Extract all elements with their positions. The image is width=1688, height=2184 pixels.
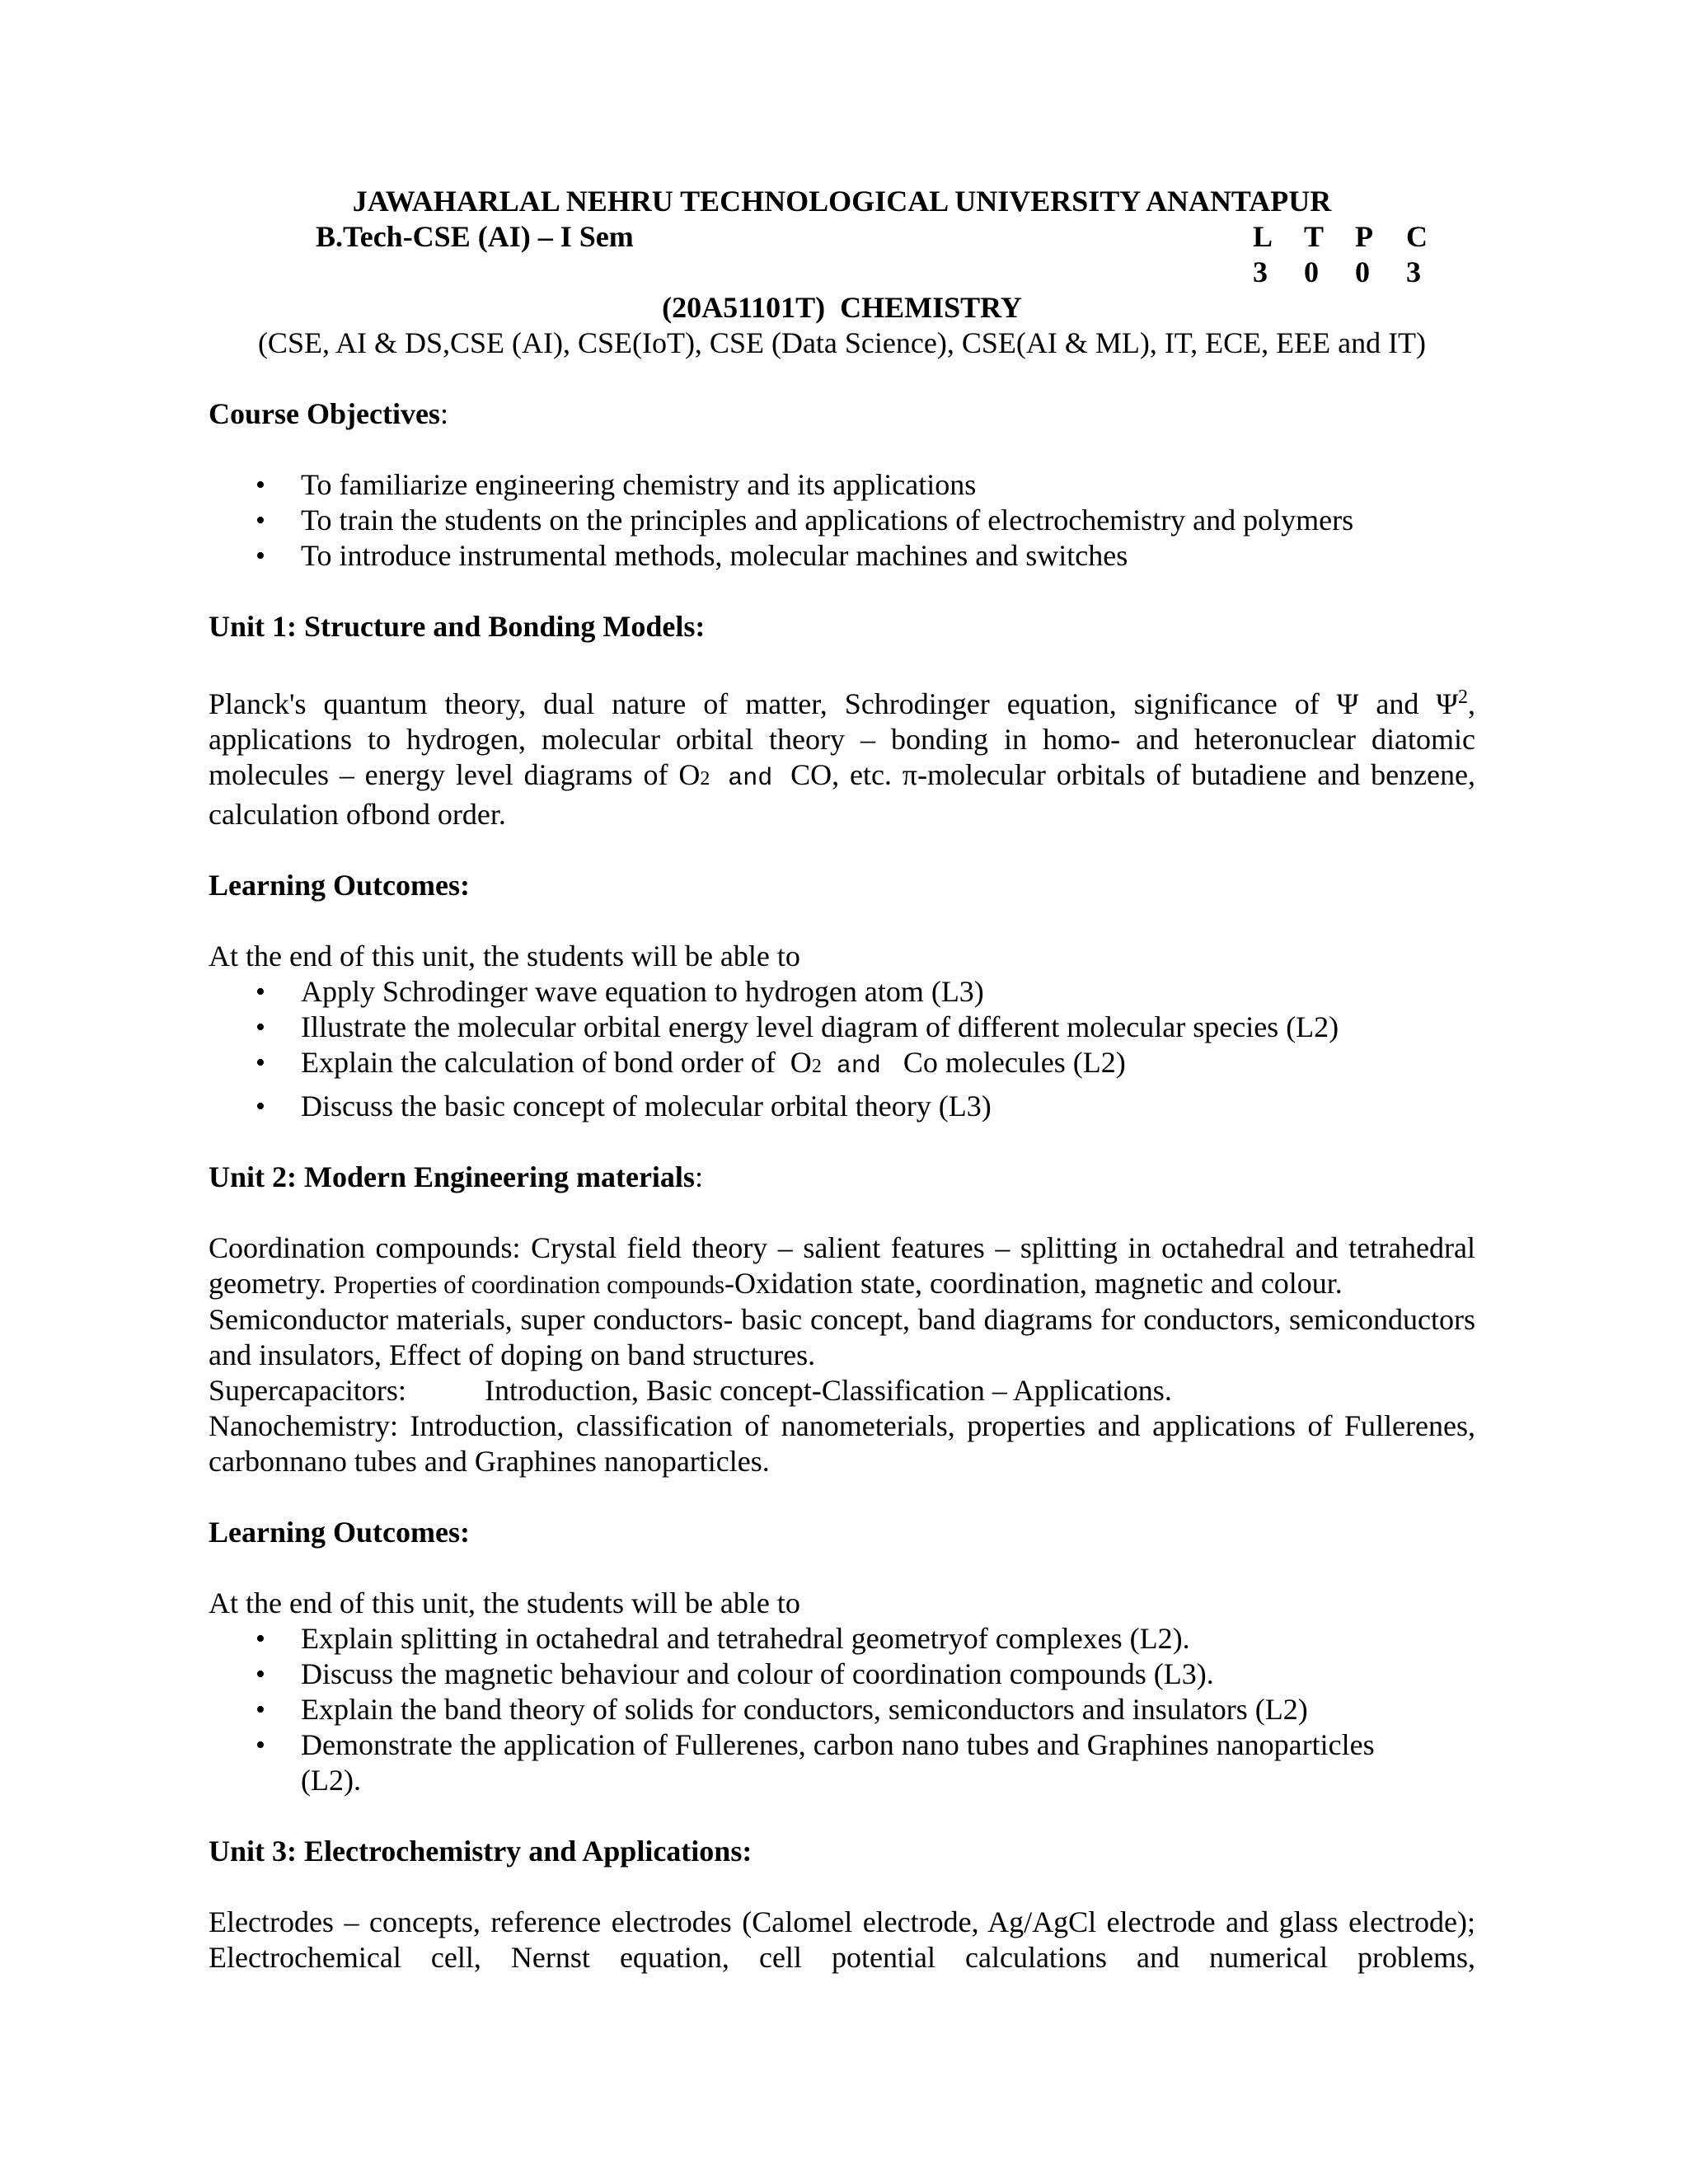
unit2-outcomes-heading: Learning Outcomes:: [209, 1516, 470, 1549]
ltpc-value-c: 3: [1406, 255, 1421, 288]
unit2-outcomes-intro: At the end of this unit, the students will be able to: [209, 1586, 800, 1619]
unit2-para1: Coordination compounds: Crystal field theory – salient features – splitting in octahedral and tetrahedral geometry. Properties of coordination compounds-Oxidation state, coordination, magnetic and colour.: [209, 1231, 1475, 1300]
program-name: B.Tech-CSE (AI) – I Sem: [316, 220, 634, 253]
list-item: • To familiarize engineering chemistry and its applications: [209, 467, 1475, 503]
objectives-list: [209, 467, 1475, 574]
course-title: (20A51101T) CHEMISTRY: [662, 291, 1022, 324]
ltpc-values-row: [209, 255, 1475, 290]
list-item: • Discuss the basic concept of molecular orbital theory (L3): [209, 1089, 1475, 1124]
unit1-outcomes-intro: At the end of this unit, the students will be able to: [209, 940, 800, 972]
ltpc-value-t: 0: [1304, 255, 1319, 288]
ltpc-label-l: L: [1253, 220, 1273, 253]
program-row: [209, 219, 1475, 255]
unit3-para1: Electrodes – concepts, reference electrodes (Calomel electrode, Ag/AgCl electrode and glass electrode); Electrochemical cell, Nernst equation, cell potential calculations and numerical problems,: [209, 1905, 1475, 1974]
university-title: JAWAHARLAL NEHRU TECHNOLOGICAL UNIVERSITY ANANTAPUR: [352, 185, 1332, 218]
ltpc-values: [1253, 255, 1475, 290]
objectives-heading: Course Objectives:: [209, 397, 448, 430]
ltpc-value-p: 0: [1355, 255, 1370, 288]
unit2-heading: Unit 2: Modern Engineering materials:: [209, 1160, 703, 1193]
list-item: • Discuss the magnetic behaviour and colour of coordination compounds (L3).: [209, 1657, 1475, 1692]
unit1-outcomes-heading: Learning Outcomes:: [209, 869, 470, 902]
list-item: • Explain the band theory of solids for conductors, semiconductors and insulators (L2): [209, 1692, 1475, 1727]
unit2-para4: Nanochemistry: Introduction, classification of nanometerials, properties and applications of Fullerenes, carbonnano tubes and Graphines nanoparticles.: [209, 1409, 1475, 1478]
list-item: • To train the students on the principles and applications of electrochemistry and polymers: [209, 503, 1475, 538]
unit1-outcomes-list: [209, 974, 1475, 1124]
course-branches: (CSE, AI & DS,CSE (AI), CSE(IoT), CSE (Data Science), CSE(AI & ML), IT, ECE, EEE and IT): [257, 326, 1427, 359]
list-item: • Explain splitting in octahedral and tetrahedral geometryof complexes (L2).: [209, 1621, 1475, 1657]
unit1-heading: Unit 1: Structure and Bonding Models:: [209, 610, 706, 643]
unit2-para3: Supercapacitors: Introduction, Basic concept-Classification – Applications.: [209, 1374, 1172, 1407]
ltpc-value-l: 3: [1253, 255, 1268, 288]
syllabus-page: [209, 184, 1475, 1975]
ltpc-label-c: C: [1406, 220, 1428, 253]
list-item: • Apply Schrodinger wave equation to hydrogen atom (L3): [209, 974, 1475, 1010]
unit1-body: Planck's quantum theory, dual nature of matter, Schrodinger equation, significance of Ψ and $\Psi^2$, applications to hydrogen, molecular orbital theory – bonding in homo- and heteronuclear diatomic molecules – energy level diagrams of O2 and CO, etc. π-molecular orbitals of butadiene and benzene, calculation ofbond order.: [209, 687, 1476, 831]
unit2-para2: Semiconductor materials, super conductors- basic concept, band diagrams for conductors, semiconductors and insulators, Effect of doping on band structures.: [209, 1303, 1475, 1371]
list-item: • Illustrate the molecular orbital energy level diagram of different molecular species (L2): [209, 1010, 1475, 1045]
list-item: • To introduce instrumental methods, molecular machines and switches: [209, 538, 1475, 574]
ltpc-labels: [1253, 219, 1475, 255]
unit3-heading: Unit 3: Electrochemistry and Applications:: [209, 1835, 753, 1868]
ltpc-label-p: P: [1355, 220, 1373, 253]
ltpc-label-t: T: [1304, 220, 1325, 253]
list-item: • Explain the calculation of bond order of O2 and Co molecules (L2): [209, 1045, 1475, 1085]
unit2-outcomes-list: [209, 1621, 1475, 1798]
list-item: • Demonstrate the application of Fullerenes, carbon nano tubes and Graphines nanoparticles (L2).: [209, 1727, 1475, 1798]
